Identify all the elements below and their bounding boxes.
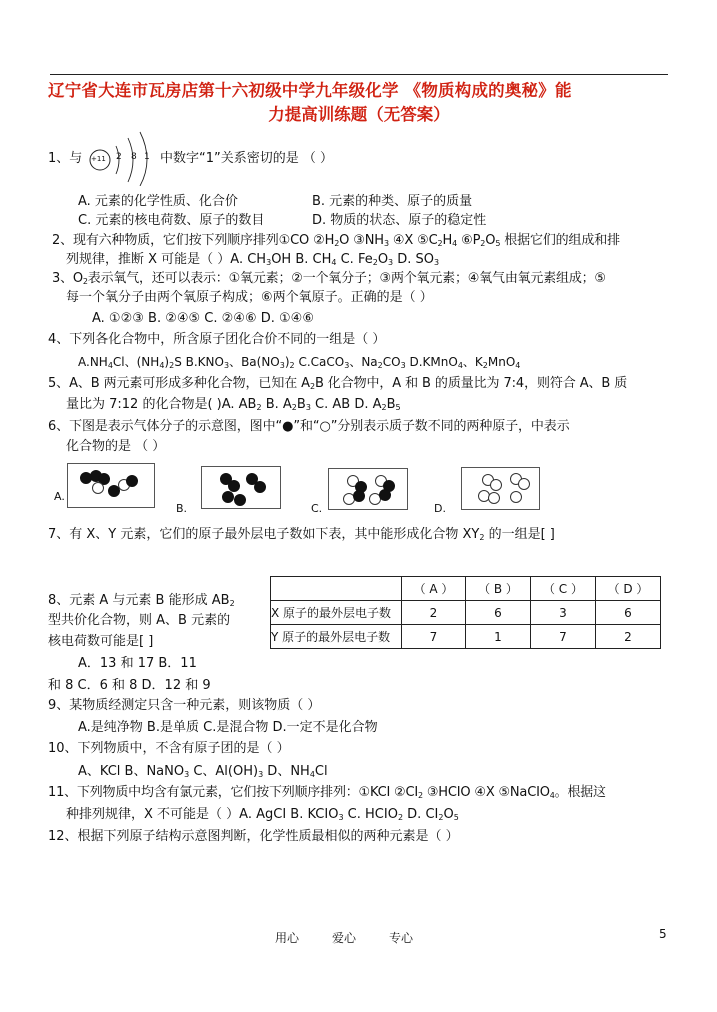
- filled-atom-icon: [353, 490, 365, 502]
- question-1-option-c: C. 元素的核电荷数、原子的数目: [78, 213, 265, 228]
- question-3-line2: 每一个氧分子由两个氧原子构成；⑥两个氧原子。正确的是（ ）: [66, 290, 433, 305]
- hollow-atom-icon: [518, 478, 530, 490]
- table-cell: 2: [402, 601, 466, 625]
- table-cell: 3: [531, 601, 596, 625]
- question-1-stem: 中数字“1”关系密切的是 （ ）: [160, 151, 334, 166]
- page-number: 5: [659, 927, 667, 941]
- page-title-line2: 力提高训练题（无答案）: [268, 105, 450, 124]
- filled-atom-icon: [222, 491, 234, 503]
- molecule-diagram-c: [328, 468, 408, 510]
- table-row: [271, 625, 661, 649]
- diagram-a-label: A.: [54, 490, 65, 503]
- atom-structure-diagram: [88, 130, 158, 186]
- shell-label-3: 1: [144, 152, 150, 162]
- filled-atom-icon: [228, 480, 240, 492]
- question-1-option-d: D. 物质的状态、原子的稳定性: [312, 213, 487, 228]
- question-4-stem: 4、下列各化合物中，所含原子团化合价不同的一组是（ ）: [48, 332, 386, 347]
- question-8-line5: 和 8 C．6 和 8 D．12 和 9: [48, 678, 211, 693]
- hollow-atom-icon: [92, 482, 104, 494]
- diagram-d-label: D.: [434, 502, 446, 515]
- question-8-line1: 8、元素 A 与元素 B 能形成 $AB_2$: [48, 593, 235, 608]
- table-header-row: [271, 577, 661, 601]
- table-cell: 6: [596, 601, 661, 625]
- filled-atom-icon: [254, 481, 266, 493]
- question-9-options: A.是纯净物 B.是单质 C.是混合物 D.一定不是化合物: [78, 720, 378, 735]
- question-2-line2: 列规律，推断 X 可能是（ ）A. $CH_3OH$ B. $CH_4$ C. $Fe_2O_3$ D. $SO_3$: [66, 252, 440, 267]
- table-header-cell: （ D ）: [596, 577, 661, 601]
- header-rule: [50, 74, 668, 75]
- page-title-line1: 辽宁省大连市瓦房店第十六初级中学九年级化学 《物质构成的奥秘》能: [48, 81, 572, 100]
- nucleus-charge: +11: [91, 155, 106, 163]
- footer-item: 爱心: [332, 931, 357, 945]
- diagram-c-label: C.: [311, 502, 323, 515]
- molecule-diagram-b: [201, 466, 281, 509]
- question-8-line4: A．13 和 17 B．11: [78, 656, 197, 671]
- table-header-cell: （ A ）: [402, 577, 466, 601]
- filled-atom-icon: [234, 494, 246, 506]
- filled-atom-icon: [126, 475, 138, 487]
- table-row-label: Y 原子的最外层电子数: [271, 625, 402, 649]
- table-cell: 1: [466, 625, 531, 649]
- question-8-line2: 型共价化合物，则 A、B 元素的: [48, 613, 231, 628]
- question-2-line1: 2、现有六种物质，它们按下列顺序排列①CO $②H_2O$ $③NH_3$ ④X $⑤C_2H_4$ $⑥P_2O_5$ 根据它们的组成和排: [52, 233, 620, 248]
- question-6-line1: 6、下图是表示气体分子的示意图，图中“●”和“○”分别表示质子数不同的两种原子，中表示: [48, 419, 570, 434]
- table-cell: 2: [596, 625, 661, 649]
- question-11-line2: 种排列规律，X 不可能是（ ）A. AgCI B. $KCIO_3$ C. $HCIO_2$ D. $CI_2O_5$: [66, 807, 459, 822]
- footer-item: 用心: [275, 931, 300, 945]
- question-8-line3: 核电荷数可能是[ ]: [48, 634, 154, 649]
- shell-label-2: 8: [131, 152, 137, 162]
- question-11-line1: 11、下列物质中均含有氯元素，它们按下列顺序排列：①KCI $②CI_2$ ③HCIO ④X ⑤NaCIO$_4$。根据这: [48, 785, 606, 800]
- hollow-atom-icon: [490, 479, 502, 491]
- molecule-diagram-a: [67, 463, 155, 508]
- question-3-line1: 3、$O_2$表示氧气，还可以表示：①氧元素；②一个氧分子；③两个氧元素；④氧气由氧元素组成；⑤: [52, 271, 606, 286]
- molecule-diagram-d: [461, 467, 540, 510]
- question-10-options: A、KCl B、NaNO$_3$ C、$Al(OH)_3$ D、$NH_4Cl$: [78, 764, 328, 779]
- table-header-cell: （ C ）: [531, 577, 596, 601]
- question-6-line2: 化合物的是 （ ）: [66, 439, 166, 454]
- question-3-options: A. ①②③ B. ②④⑤ C. ②④⑥ D. ①④⑥: [92, 311, 314, 326]
- hollow-atom-icon: [510, 491, 522, 503]
- question-10-stem: 10、下列物质中，不含有原子团的是（ ）: [48, 741, 290, 756]
- table-cell: 7: [402, 625, 466, 649]
- question-1-option-b: B. 元素的种类、原子的质量: [312, 194, 473, 209]
- diagram-b-label: B.: [176, 502, 188, 515]
- table-cell: 7: [531, 625, 596, 649]
- question-1-prefix: 1、与: [48, 151, 83, 166]
- table-header-cell: （ B ）: [466, 577, 531, 601]
- shell-label-1: 2: [116, 152, 122, 162]
- table-row-label: X 原子的最外层电子数: [271, 601, 402, 625]
- question-9-stem: 9、某物质经测定只含一种元素，则该物质（ ）: [48, 698, 321, 713]
- electron-table: [270, 576, 661, 649]
- question-5-line1: 5、A、B 两元素可形成多种化合物，已知在 $A_2B$ 化合物中，A 和 B 的质量比为 7:4，则符合 A、B 质: [48, 376, 628, 391]
- hollow-atom-icon: [488, 492, 500, 504]
- question-12-stem: 12、根据下列原子结构示意图判断，化学性质最相似的两种元素是（ ）: [48, 829, 459, 844]
- filled-atom-icon: [379, 489, 391, 501]
- footer-item: 专心: [389, 931, 414, 945]
- question-1-option-a: A. 元素的化学性质、化合价: [78, 194, 238, 209]
- table-cell: 6: [466, 601, 531, 625]
- question-5-line2: 量比为 7:12 的化合物是( )A. $AB_2$ B. $A_2B_3$ C. AB D. $A_2B_5$: [66, 397, 401, 412]
- question-4-options: $A.NH_4Cl$、$(NH_4)_2S$ $B.KNO_3$、$Ba(NO_3)_2$ C.CaCO$_3$、$Na_2CO_3$ D.KMnO$_4$、$K_2MnO_4$: [78, 355, 521, 370]
- table-row: [271, 601, 661, 625]
- table-header-cell: [271, 577, 402, 601]
- question-7-stem: 7、有 X、Y 元素，它们的原子最外层电子数如下表，其中能形成化合物 $XY_2$ 的一组是[ ]: [48, 527, 555, 542]
